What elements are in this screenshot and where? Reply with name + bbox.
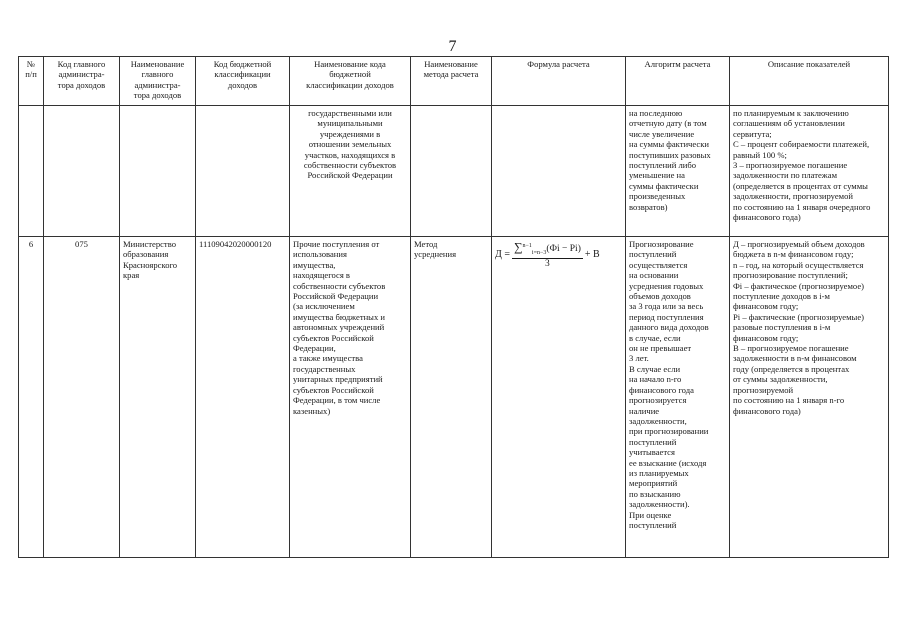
- cell-code-name: государственными или муниципальными учреждениями в отношении земельных участков, находящихся в собственности субъектов Российской Федерации: [290, 106, 411, 237]
- formula-lhs: Д =: [495, 249, 510, 261]
- average-formula: [495, 241, 622, 270]
- formula-tail: + B: [584, 249, 600, 261]
- cell-admin-name: [120, 106, 196, 237]
- formula-fraction: [512, 241, 583, 270]
- cell-admin-code: [44, 106, 120, 237]
- cell-description: по планируемым к заключению соглашениям об установлении сервитута; С – процент собираемости платежей, равный 100 %; З – прогнозируемое погашение задолженности по платежам (определяется в процентах от суммы задолженности, прогнозируемой по состоянию на 1 января очередного финансового года): [730, 106, 889, 237]
- table-row-continuation: [19, 106, 889, 237]
- cell-method: [411, 106, 492, 237]
- cell-formula: [492, 106, 626, 237]
- cell-number: 6: [19, 237, 44, 558]
- formula-sum-lower: i=n−3: [531, 250, 547, 257]
- table-header-row: [19, 57, 889, 106]
- cell-formula: [492, 237, 626, 558]
- header-bk-code: Код бюджетной классификации доходов: [196, 57, 290, 106]
- cell-bk-code: [196, 106, 290, 237]
- cell-description: Д – прогнозируемый объем доходов бюджета в n-м финансовом году; n – год, на который осуществляется прогнозирование поступлений; Фi – фактическое (прогнозируемое) поступление доходов в i-м финансовом году; Pi – фактические (прогнозируемые) разовые поступления в i-м финансовом году; B – прогнозируемое погашение задолженности в n-м финансовом году (определяется в процентах от суммы задолженности, прогнозируемой по состоянию на 1 января n-го финансового года): [730, 237, 889, 558]
- cell-admin-name: Министерство образования Красноярского края: [120, 237, 196, 558]
- header-admin-code: Код главного администра- тора доходов: [44, 57, 120, 106]
- table-row-6: [19, 237, 889, 558]
- cell-bk-code: 11109042020000120: [196, 237, 290, 558]
- revenue-methods-table: [18, 56, 889, 558]
- formula-sum-symbol: ∑: [513, 240, 523, 255]
- header-algorithm: Алгоритм расчета: [626, 57, 730, 106]
- header-number: № п/п: [19, 57, 44, 106]
- cell-number: [19, 106, 44, 237]
- page-number: 7: [448, 38, 457, 55]
- formula-denominator: 3: [545, 259, 550, 270]
- cell-algorithm: на последнюю отчетную дату (в том числе увеличение на суммы фактически поступивших разовых поступлений либо уменьшение на суммы фактически произведенных возвратов): [626, 106, 730, 237]
- header-method: Наименование метода расчета: [411, 57, 492, 106]
- cell-code-name: Прочие поступления от использования имущества, находящегося в собственности субъектов Российской Федерации (за исключением имущества бюджетных и автономных учреждений субъектов Российской Федерации, а также имущества государственных унитарных предприятий субъектов Российской Федерации, в том числе казенных): [290, 237, 411, 558]
- formula-sum-upper: n−1: [522, 243, 532, 249]
- formula-numerator-expr: (Фi − Pi): [546, 244, 581, 255]
- header-description: Описание показателей: [730, 57, 889, 106]
- cell-admin-code: 075: [44, 237, 120, 558]
- formula-numerator: [512, 241, 583, 259]
- header-admin-name: Наименование главного администра- тора доходов: [120, 57, 196, 106]
- cell-algorithm: Прогнозирование поступлений осуществляется на основании усреднения годовых объемов доходов за 3 года или за весь период поступления данного вида доходов в случае, если он не превышает 3 лет. В случае если на начало n-го финансового года прогнозируется наличие задолженности, при прогнозировании поступлений учитывается ее взыскание (исходя из планируемых мероприятий по взысканию задолженности). При оценке поступлений: [626, 237, 730, 558]
- cell-method: Метод усреднения: [411, 237, 492, 558]
- header-formula: Формула расчета: [492, 57, 626, 106]
- header-code-name: Наименование кода бюджетной классификации доходов: [290, 57, 411, 106]
